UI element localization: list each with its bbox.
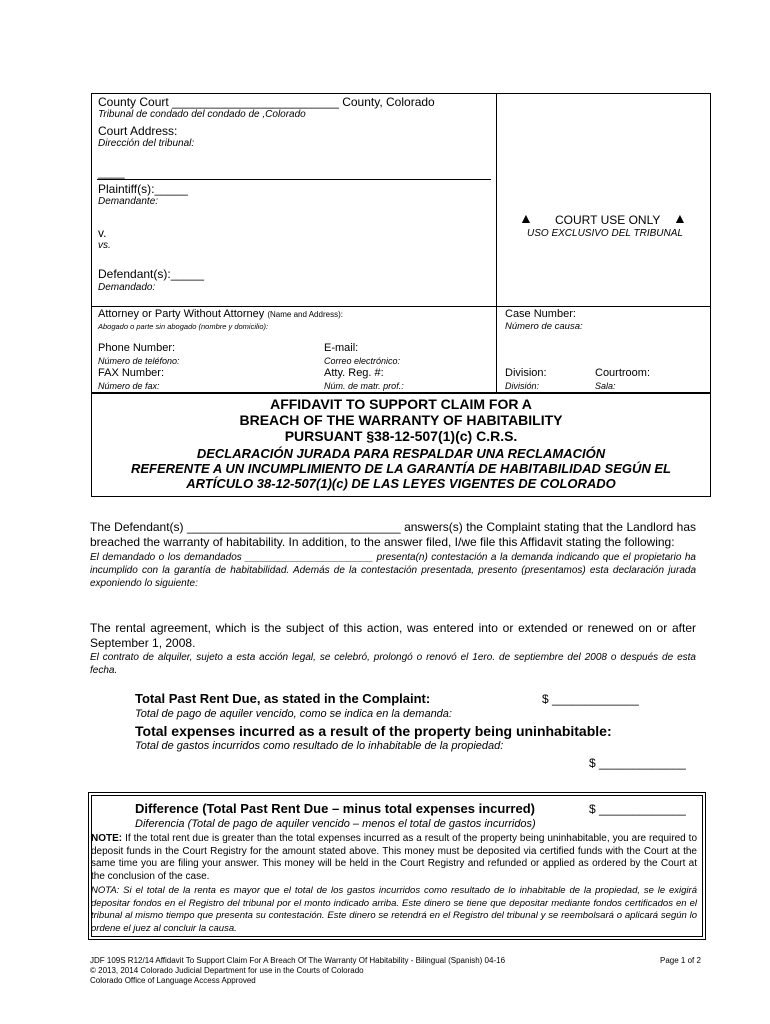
note-paragraph-es: NOTA: Si el total de la renta es mayor que el total de los gastos incurridos como resultado de lo inhabitable de la propiedad, se le exigirá depositar fondos en el Registro del tribunal por el monto indicado arriba. Este dinero se tiene que depositar mediante fondos certificados en el tribunal al mismo tiempo que presenta su contestación. Este dinero se retendrá en el Registro del tribunal y se reembolsará o aplicará según lo ordene el juez al concluir la causa.: [91, 885, 697, 934]
defendant-paragraph: The Defendant(s) ________________________________ answers(s) the Complaint stating that the Landlord has breached the warranty of habitability. In addition, to the answer filed, I/we file this Affidavit stating the following:: [90, 520, 696, 549]
attorney-label: [98, 309, 343, 320]
phone-label: Phone Number:: [98, 342, 176, 354]
note-paragraph: [91, 833, 697, 883]
fax-label: FAX Number:: [98, 367, 165, 379]
versus-label: v.: [98, 226, 107, 240]
rental-paragraph-es: El contrato de alquiler, sujeto a esta acción legal, se celebró, prolongó o renovó el 1ero. de septiembre del 2008 o después de esta fecha.: [90, 652, 696, 676]
email-label: E-mail:: [324, 342, 359, 354]
email-es: Correo electrónico:: [324, 356, 401, 366]
court-address-label: Court Address:: [98, 124, 178, 138]
blank-line: ____: [98, 165, 125, 179]
footer-copyright: © 2013, 2014 Colorado Judicial Department for use in the Courts of Colorado: [90, 966, 364, 975]
difference-amount[interactable]: $ _____________: [589, 802, 686, 816]
division-es: División:: [505, 381, 540, 391]
parties-separator: [97, 179, 491, 180]
plaintiff-label: Plaintiff(s):_____: [98, 182, 188, 196]
footer-block: [90, 956, 505, 986]
court-line: County Court _________________________ County, Colorado: [98, 95, 435, 109]
court-address-es: Dirección del tribunal:: [98, 138, 195, 149]
defendant-es: Demandado:: [98, 282, 156, 293]
title-en-line3: PURSUANT §38-12-507(1)(c) C.R.S.: [284, 428, 518, 444]
note-text: If the total rent due is greater than the total expenses incurred as a result of the property being uninhabitable, you are required to deposit funds in the Court Registry for the amount stated above. This money must be deposited via certified funds with the Court at the same time you are filing your answer. This money will be held in the Court Registry and refunded or applied as ordered by the Court at the conclusion of the case.: [91, 833, 698, 882]
court-use-only-es: USO EXCLUSIVO DEL TRIBUNAL: [527, 228, 683, 239]
case-number-label: Case Number:: [505, 308, 576, 320]
fax-es: Número de fax:: [98, 381, 160, 391]
page-number: Page 1 of 2: [660, 956, 701, 965]
defendant-label: Defendant(s):_____: [98, 267, 205, 281]
difference-es: Diferencia (Total de pago de aquiler vencido – menos el total de gastos incurridos): [135, 818, 536, 830]
expenses-amount[interactable]: $ _____________: [589, 756, 686, 770]
note-label: NOTE:: [91, 833, 123, 844]
up-arrow-left-icon: ▲: [519, 210, 533, 226]
attorney-es: Abogado o parte sin abogado (nombre y domicilio):: [98, 322, 269, 331]
past-rent-es: Total de pago de aquiler vencido, como se indica en la demanda:: [135, 708, 452, 720]
title-box: [91, 393, 711, 497]
attorney-separator: [91, 306, 711, 307]
past-rent-label: Total Past Rent Due, as stated in the Complaint:: [135, 691, 431, 706]
title-es-line2: REFERENTE A UN INCUMPLIMIENTO DE LA GARANTÍA DE HABITABILIDAD SEGÚN EL: [131, 461, 671, 476]
footer-approval: Colorado Office of Language Access Approved: [90, 976, 256, 985]
atty-reg-es: Núm. de matr. prof.:: [324, 381, 404, 391]
court-use-only-label: COURT USE ONLY: [555, 213, 661, 227]
versus-es: vs.: [98, 240, 111, 251]
atty-reg-label: Atty. Reg. #:: [324, 367, 384, 379]
title-en-line2: BREACH OF THE WARRANTY OF HABITABILITY: [239, 412, 563, 428]
expenses-label: Total expenses incurred as a result of the property being uninhabitable:: [135, 723, 612, 739]
footer-form-id: JDF 109S R12/14 Affidavit To Support Claim For A Breach Of The Warranty Of Habitability - Bilingual (Spanish) 04-16: [90, 956, 506, 965]
up-arrow-right-icon: ▲: [673, 210, 687, 226]
courtroom-label: Courtroom:: [595, 367, 651, 379]
difference-label: Difference (Total Past Rent Due – minus total expenses incurred): [135, 801, 535, 816]
expenses-es: Total de gastos incurridos como resultado de lo inhabitable de la propiedad:: [135, 740, 504, 752]
title-en-line1: AFFIDAVIT TO SUPPORT CLAIM FOR A: [270, 396, 532, 412]
title-es-line3: ARTÍCULO 38-12-507(1)(c) DE LAS LEYES VIGENTES DE COLORADO: [186, 476, 616, 491]
past-rent-amount[interactable]: $ _____________: [542, 692, 639, 706]
attorney-label-text: Attorney or Party Without Attorney: [98, 308, 265, 320]
defendant-paragraph-es: El demandado o los demandados _______________________ presenta(n) contestación a la demanda indicando que el propietario ha incumplido con la garantía de habitabilidad. Además de la contestación presentada, presento (presentamos) esta declaración jurada exponiendo lo siguiente:: [90, 552, 696, 589]
court-line-es: Tribunal de condado del condado de ,Colorado: [98, 109, 306, 120]
title-es-line1: DECLARACIÓN JURADA PARA RESPALDAR UNA RECLAMACIÓN: [196, 446, 606, 461]
case-number-es: Número de causa:: [505, 321, 583, 332]
division-label: Division:: [505, 367, 547, 379]
phone-es: Número de teléfono:: [98, 356, 180, 366]
attorney-name-address: (Name and Address):: [267, 310, 343, 319]
plaintiff-es: Demandante:: [98, 196, 159, 207]
caption-divider: [496, 93, 497, 393]
rental-paragraph: The rental agreement, which is the subject of this action, was entered into or extended or renewed on or after September 1, 2008.: [90, 621, 696, 650]
courtroom-es: Sala:: [595, 381, 616, 391]
